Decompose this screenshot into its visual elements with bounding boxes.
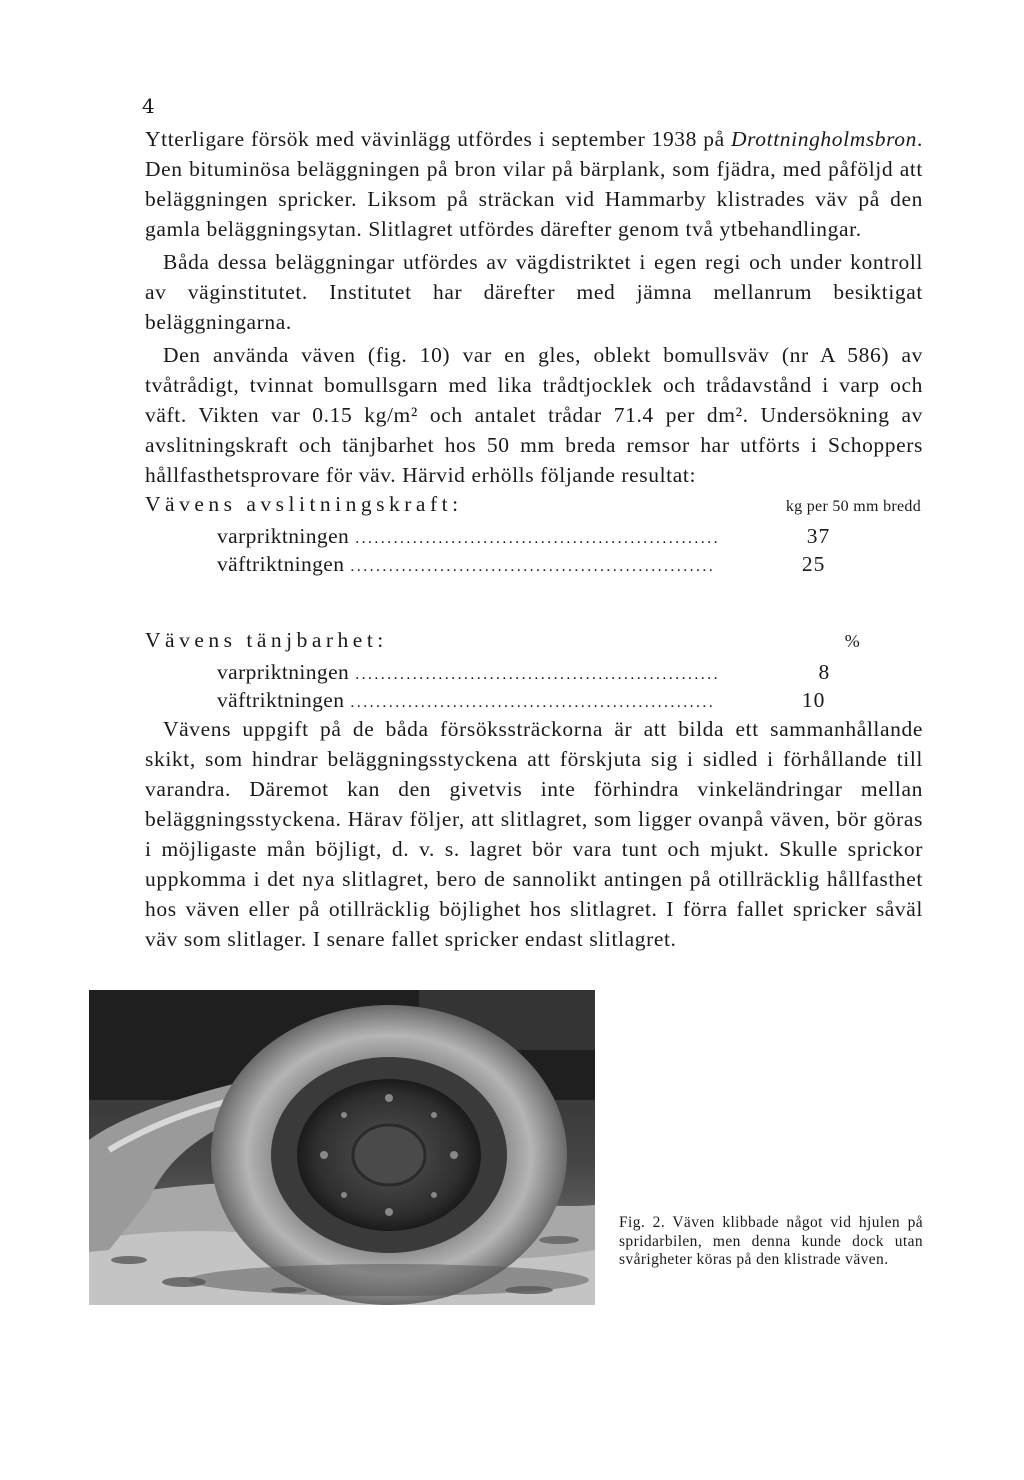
row-label: väftriktningen [217,688,345,712]
stretch-unit: % [844,631,860,651]
dot-leader: ......................................................... [350,558,716,575]
table-row [145,660,923,688]
dot-leader: ......................................................... [355,666,720,683]
closing-paragraph: Vävens uppgift på de båda försökssträckorna är att bilda ett sammanhållande skikt, som hindrar beläggningsstyckena att förskjuta sig i sidled i förhållande till varandra. Däremot kan den givetvis inte förhindra vinkeländringar mellan beläggningsstyckena. Härav följer, att slitlagret, som ligger ovanpå väven, bör göras i möjligaste mån böjligt, d. v. s. lagret bör vara tunt och mjukt. Skulle sprickor uppkomma i det nya slitlagret, bero de sannolikt antingen på otillräcklig hållfasthet hos väven eller på otillräcklig böjlighet hos slitlagret. I förra fallet spricker såväl väv som slitlager. I senare fallet spricker endast slitlagret. [145,717,923,951]
table-row [145,524,923,552]
wheel-photo-image [89,990,595,1305]
figure-photo [89,990,595,1305]
row-label: varpriktningen [217,524,350,548]
strength-unit: kg per 50 mm bredd [785,498,921,515]
text-run: Ytterligare försök med vävinlägg utfördes i september 1938 på [145,127,731,151]
row-value: 10 [801,688,826,712]
italic-text: Drottningholmsbron [731,127,918,151]
stretch-header [145,628,923,660]
row-value: 37 [806,524,831,548]
paragraph [145,124,923,244]
row-value: 25 [801,552,826,576]
row-label: varpriktningen [217,660,350,684]
closing-text [145,714,923,954]
dot-leader: ......................................................... [355,530,720,547]
text-run: . Den bituminösa beläggningen på bron vilar på bärplank, som fjädra, med påföljd att beläggningen spricker. Liksom på sträckan vid Hammarby klistrades väv på den gamla beläggningsytan. Slitlagret utfördes därefter genom två ytbehandlingar. [145,127,923,241]
table-row [145,688,923,716]
row-label: väftriktningen [217,552,345,576]
stretch-title: Vävens tänjbarhet: [145,628,388,652]
dot-leader: ......................................................... [350,694,716,711]
table-row [145,552,923,580]
strength-title: Vävens avslitningskraft: [145,492,463,516]
row-value: 8 [818,660,831,684]
paragraph [145,247,923,337]
text-run: Båda dessa beläggningar utfördes av vägdistriktet i egen regi och under kontroll av väginstitutet. Institutet har därefter med jämna mellanrum besiktigat beläggningarna. [145,250,923,334]
figure-caption: Fig. 2. Väven klibbade något vid hjulen på spridarbilen, men denna kunde dock utan svårigheter köras på den klistrade väven. [619,1214,923,1268]
page-number: 4 [142,94,155,118]
body-text [145,124,923,490]
test-results [145,492,923,716]
strength-header [145,492,923,524]
paragraph [145,340,923,490]
text-run: Den använda väven (fig. 10) var en gles, oblekt bomullsväv (nr A 586) av tvåtrådigt, tvinnat bomullsgarn med lika trådtjocklek och trådavstånd i varp och väft. Vikten var 0.15 kg/m² och antalet trådar 71.4 per dm². Undersökning av avslitningskraft och tänjbarhet hos 50 mm breda remsor har utförts i Schoppers hållfasthetsprovare för väv. Härvid erhölls följande resultat: [145,343,923,487]
